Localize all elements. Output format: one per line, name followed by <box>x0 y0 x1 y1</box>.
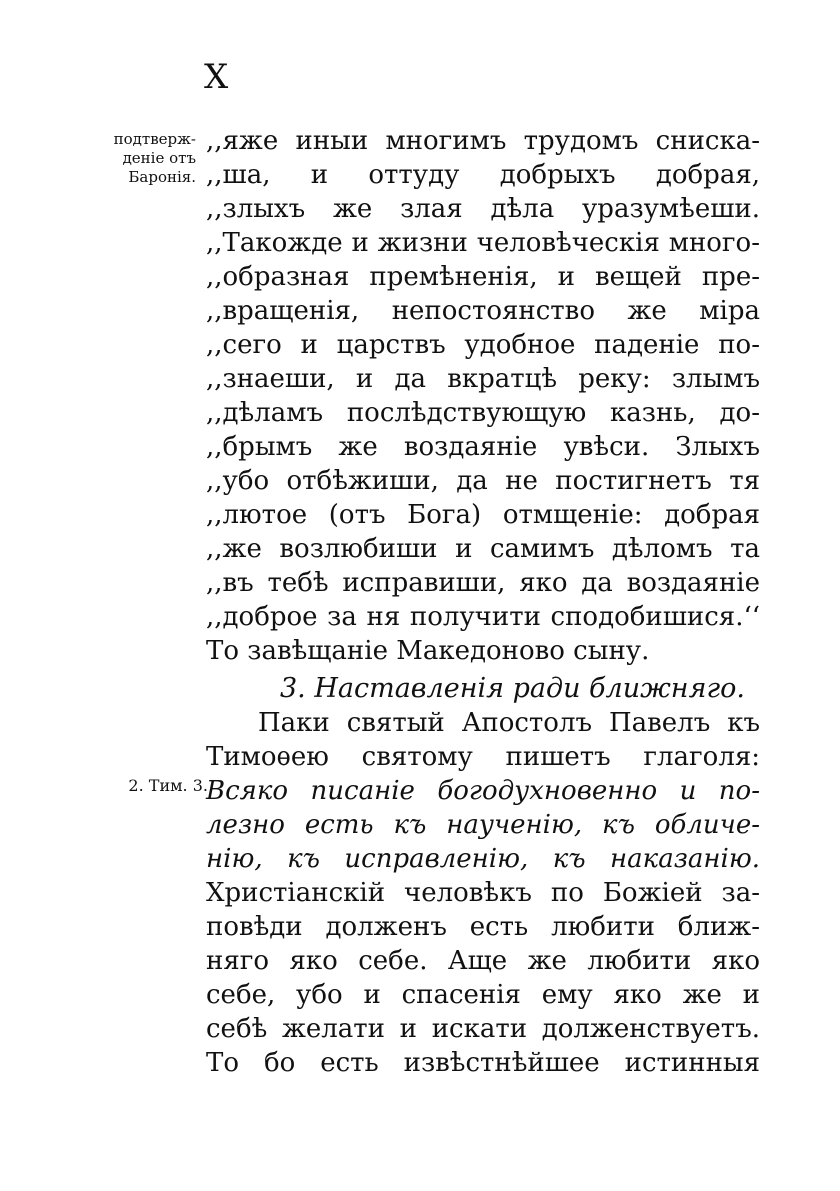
quote-line: ,,дѣламъ послѣдствующую казнь, до- <box>206 398 760 428</box>
quote-line: ,,ша, и оттуду добрыхъ добрая, <box>206 160 760 190</box>
scripture-line: лезно есть къ наученію, къ обличе- <box>206 810 760 840</box>
margin-note-line: деніе отъ <box>122 149 196 167</box>
margin-note-line: подтверж- <box>113 130 196 148</box>
quote-line: ,,въ тебѣ исправиши, яко да воздаяніе <box>206 568 760 598</box>
quote-line: ,,сего и царствъ удобное паденіе по- <box>206 330 760 360</box>
body-line: Паки святый Апостолъ Павелъ къ <box>258 708 760 738</box>
closing-line: себѣ желати и искати долженствуетъ. <box>206 1014 760 1044</box>
margin-note-reference: 2. Тим. 3. <box>128 776 208 795</box>
margin-note-confirmation <box>84 130 196 187</box>
body-line: Тимоѳею святому пишетъ глаголя: <box>206 742 760 772</box>
section-heading: 3. Наставленія ради ближняго. <box>280 673 745 704</box>
scripture-line: Всяко писаніе богодухновенно и по- <box>206 776 760 806</box>
closing-line: Христіанскій человѣкъ по Божіей за- <box>206 878 760 908</box>
page-number: X <box>204 57 229 97</box>
quote-line: ,,доброе за ня получити сподобишися.‘‘ <box>206 602 760 632</box>
margin-note-line: Баронія. <box>128 168 196 186</box>
quote-line: ,,же возлюбиши и самимъ дѣломъ та <box>206 534 760 564</box>
quote-line: ,,вращенія, непостоянство же міра <box>206 296 760 326</box>
testament-line: То завѣщаніе Македоново сыну. <box>206 636 650 666</box>
scripture-line: нію, къ исправленію, къ наказанію. <box>206 844 760 874</box>
closing-line: няго яко себе. Аще же любити яко <box>206 946 760 976</box>
closing-line: себе, убо и спасенія ему яко же и <box>206 980 760 1010</box>
quote-line: ,,знаеши, и да вкратцѣ реку: злымъ <box>206 364 760 394</box>
quote-line: ,,образная премѣненія, и вещей пре- <box>206 262 760 292</box>
closing-line: То бо есть извѣстнѣйшее истинныя <box>206 1048 760 1078</box>
closing-line: повѣди долженъ есть любити ближ- <box>206 912 760 942</box>
quote-line: ,,яже иныи многимъ трудомъ сниска- <box>206 126 760 156</box>
quote-line: ,,убо отбѣжиши, да не постигнетъ тя <box>206 466 760 496</box>
quote-line: ,,злыхъ же злая дѣла уразумѣеши. <box>206 194 760 224</box>
quote-line: ,,Такожде и жизни человѣческія много- <box>206 228 760 258</box>
quote-line: ,,брымъ же воздаяніе увѣси. Злыхъ <box>206 432 760 462</box>
quote-line: ,,лютое (отъ Бога) отмщеніе: добрая <box>206 500 760 530</box>
